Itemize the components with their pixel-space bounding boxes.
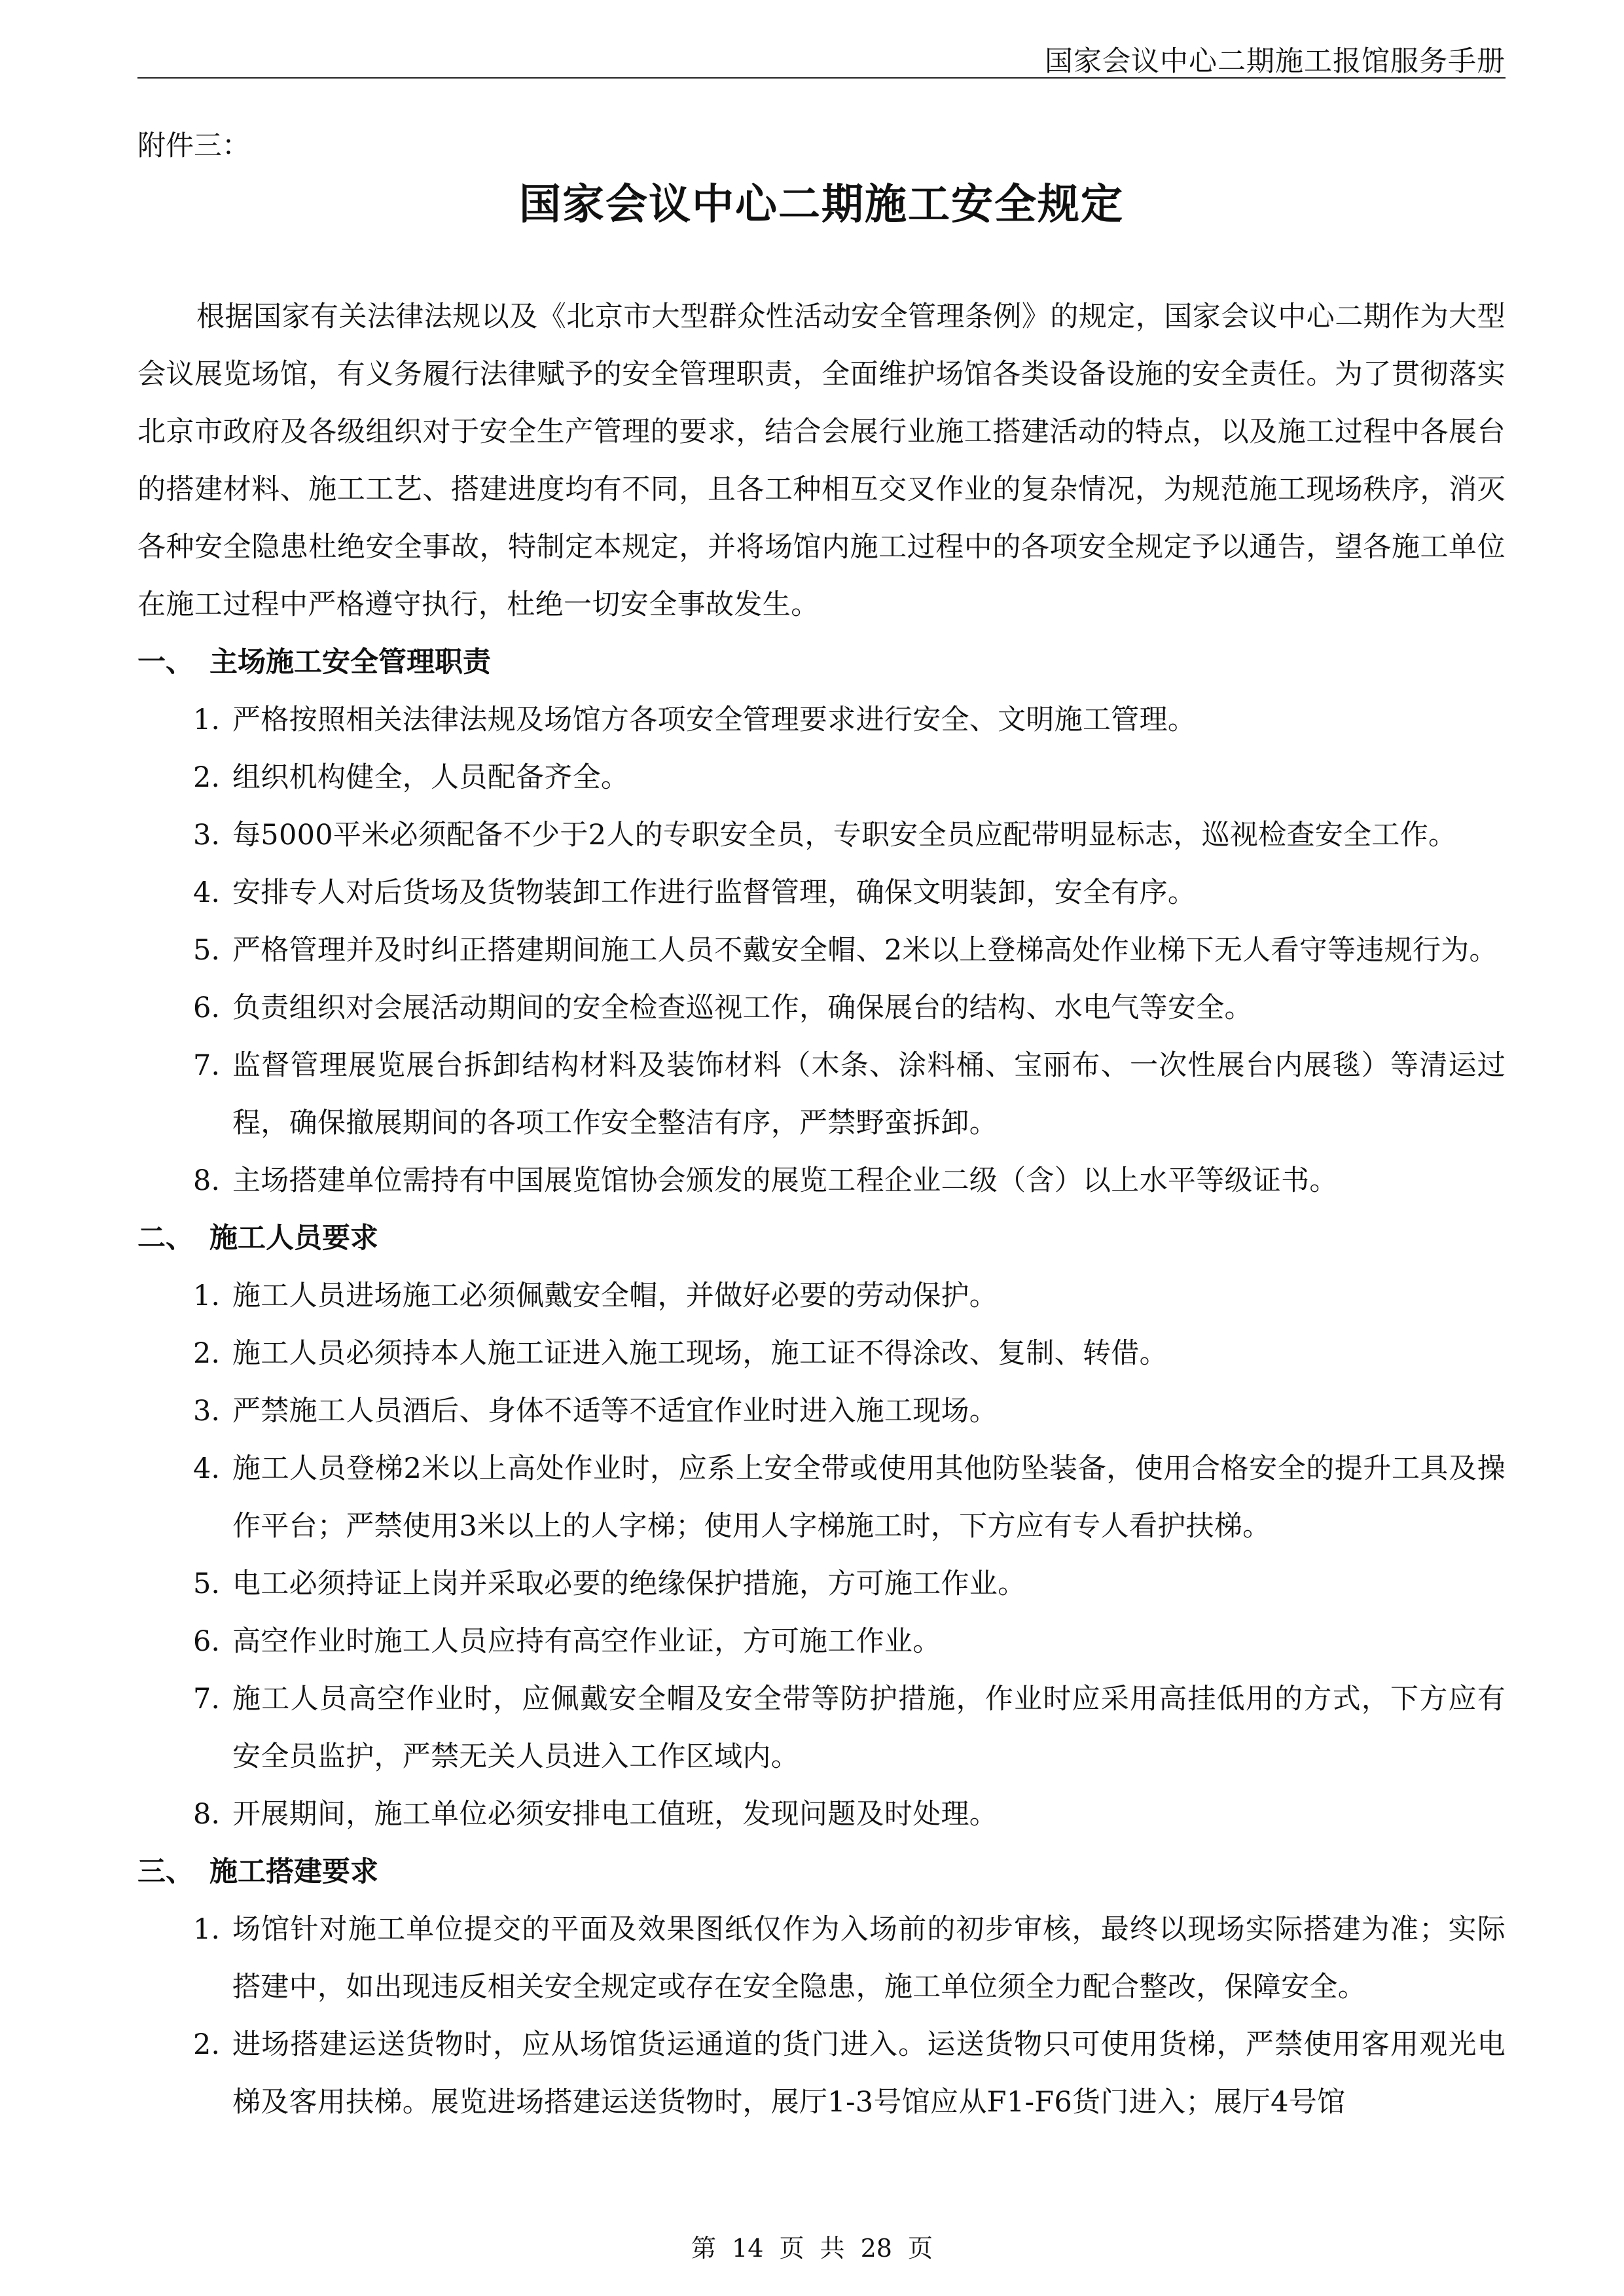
attachment-label: 附件三： [137, 130, 250, 162]
list-item [137, 749, 1506, 806]
list-item [137, 922, 1506, 979]
list-item-text: 每5000平米必须配备不少于2人的专职安全员，专职安全员应配带明显标志，巡视检查安全工作。 [232, 819, 1457, 852]
list-item [137, 1037, 1506, 1152]
list-item-text: 进场搭建运送货物时，应从场馆货运通道的货门进入。运送货物只可使用货梯，严禁使用客用观光电梯及客用扶梯。展览进场搭建运送货物时，展厅1-3号馆应从F1-F6货门进入；展厅4号馆 [232, 2028, 1506, 2119]
list-item [137, 1152, 1506, 1210]
list-item [137, 1440, 1506, 1555]
sections-container [137, 634, 1506, 2131]
section-number: 三、 [137, 1856, 194, 1888]
list-item [137, 1325, 1506, 1382]
list-item-number: 1. [193, 1280, 221, 1312]
section [137, 1210, 1506, 1843]
list-item-number: 7. [193, 1049, 221, 1082]
section-heading [137, 1843, 1506, 1901]
section-title: 主场施工安全管理职责 [209, 646, 491, 679]
list-item [137, 1555, 1506, 1613]
list-item-number: 4. [193, 876, 221, 909]
list-item-number: 1. [193, 704, 221, 736]
document-title: 国家会议中心二期施工安全规定 [519, 180, 1124, 229]
section-title: 施工搭建要求 [209, 1856, 378, 1888]
list-item [137, 2016, 1506, 2131]
section-title: 施工人员要求 [209, 1222, 378, 1255]
section [137, 1843, 1506, 2131]
list-item-text: 开展期间，施工单位必须安排电工值班，发现问题及时处理。 [232, 1798, 998, 1831]
list-item-text: 安排专人对后货场及货物装卸工作进行监督管理，确保文明装卸，安全有序。 [232, 876, 1197, 909]
list-item-number: 1. [193, 1913, 221, 1946]
list-item-text: 场馆针对施工单位提交的平面及效果图纸仅作为入场前的初步审核，最终以现场实际搭建为准；实际搭建中，如出现违反相关安全规定或存在安全隐患，施工单位须全力配合整改，保障安全。 [232, 1913, 1506, 2003]
list-item [137, 1901, 1506, 2016]
list-item [137, 1267, 1506, 1325]
list-item-text: 施工人员必须持本人施工证进入施工现场，施工证不得涂改、复制、转借。 [232, 1337, 1168, 1370]
list-item-text: 施工人员高空作业时，应佩戴安全帽及安全带等防护措施，作业时应采用高挂低用的方式，下方应有安全员监护，严禁无关人员进入工作区域内。 [232, 1683, 1506, 1773]
list-item-number: 6. [193, 992, 221, 1024]
list-item [137, 1785, 1506, 1843]
section-number: 一、 [137, 646, 194, 679]
list-item-text: 负责组织对会展活动期间的安全检查巡视工作，确保展台的结构、水电气等安全。 [232, 992, 1253, 1024]
list-item [137, 806, 1506, 864]
list-item-number: 3. [193, 1395, 221, 1427]
list-item-number: 5. [193, 1568, 221, 1600]
list-item-text: 监督管理展览展台拆卸结构材料及装饰材料（木条、涂料桶、宝丽布、一次性展台内展毯）等清运过程，确保撤展期间的各项工作安全整洁有序，严禁野蛮拆卸。 [232, 1049, 1506, 1139]
list-item-number: 8. [193, 1798, 221, 1831]
intro-paragraph: 根据国家有关法律法规以及《北京市大型群众性活动安全管理条例》的规定，国家会议中心二期作为大型会议展览场馆，有义务履行法律赋予的安全管理职责，全面维护场馆各类设备设施的安全责任。为了贯彻落实北京市政府及各级组织对于安全生产管理的要求，结合会展行业施工搭建活动的特点，以及施工过程中各展台的搭建材料、施工工艺、搭建进度均有不同，且各工种相互交叉作业的复杂情况，为规范施工现场秩序，消灭各种安全隐患杜绝安全事故，特制定本规定，并将场馆内施工过程中的各项安全规定予以通告，望各施工单位在施工过程中严格遵守执行，杜绝一切安全事故发生。 [137, 300, 1506, 621]
list-item-text: 电工必须持证上岗并采取必要的绝缘保护措施，方可施工作业。 [232, 1568, 1026, 1600]
list-item-number: 2. [193, 761, 221, 794]
list-item-number: 5. [193, 934, 221, 967]
list-item [137, 864, 1506, 922]
list-item-number: 2. [193, 1337, 221, 1370]
list-item-text: 严格管理并及时纠正搭建期间施工人员不戴安全帽、2米以上登梯高处作业梯下无人看守等违规行为。 [232, 934, 1498, 967]
list-item-text: 严禁施工人员酒后、身体不适等不适宜作业时进入施工现场。 [232, 1395, 998, 1427]
section-number: 二、 [137, 1222, 194, 1255]
list-item-number: 3. [193, 819, 221, 852]
list-item-text: 高空作业时施工人员应持有高空作业证，方可施工作业。 [232, 1625, 941, 1658]
list-item-text: 严格按照相关法律法规及场馆方各项安全管理要求进行安全、文明施工管理。 [232, 704, 1197, 736]
section-heading [137, 1210, 1506, 1267]
section-heading [137, 634, 1506, 691]
list-item [137, 1670, 1506, 1785]
list-item-number: 8. [193, 1164, 221, 1197]
list-item [137, 691, 1506, 749]
list-item-number: 6. [193, 1625, 221, 1658]
header-divider [137, 77, 1506, 79]
list-item [137, 1613, 1506, 1670]
section [137, 634, 1506, 1210]
list-item [137, 979, 1506, 1037]
list-item-number: 4. [193, 1452, 221, 1485]
list-item-number: 7. [193, 1683, 221, 1715]
list-item-text: 施工人员进场施工必须佩戴安全帽，并做好必要的劳动保护。 [232, 1280, 998, 1312]
list-item-text: 主场搭建单位需持有中国展览馆协会颁发的展览工程企业二级（含）以上水平等级证书。 [232, 1164, 1338, 1197]
page-footer: 第 14 页 共 28 页 [691, 2234, 933, 2263]
list-item-text: 组织机构健全，人员配备齐全。 [232, 761, 630, 794]
running-header: 国家会议中心二期施工报馆服务手册 [1045, 45, 1506, 78]
list-item [137, 1382, 1506, 1440]
list-item-number: 2. [193, 2028, 221, 2061]
document-body [137, 124, 1506, 2131]
list-item-text: 施工人员登梯2米以上高处作业时，应系上安全带或使用其他防坠装备，使用合格安全的提升工具及操作平台；严禁使用3米以上的人字梯；使用人字梯施工时，下方应有专人看护扶梯。 [232, 1452, 1506, 1543]
